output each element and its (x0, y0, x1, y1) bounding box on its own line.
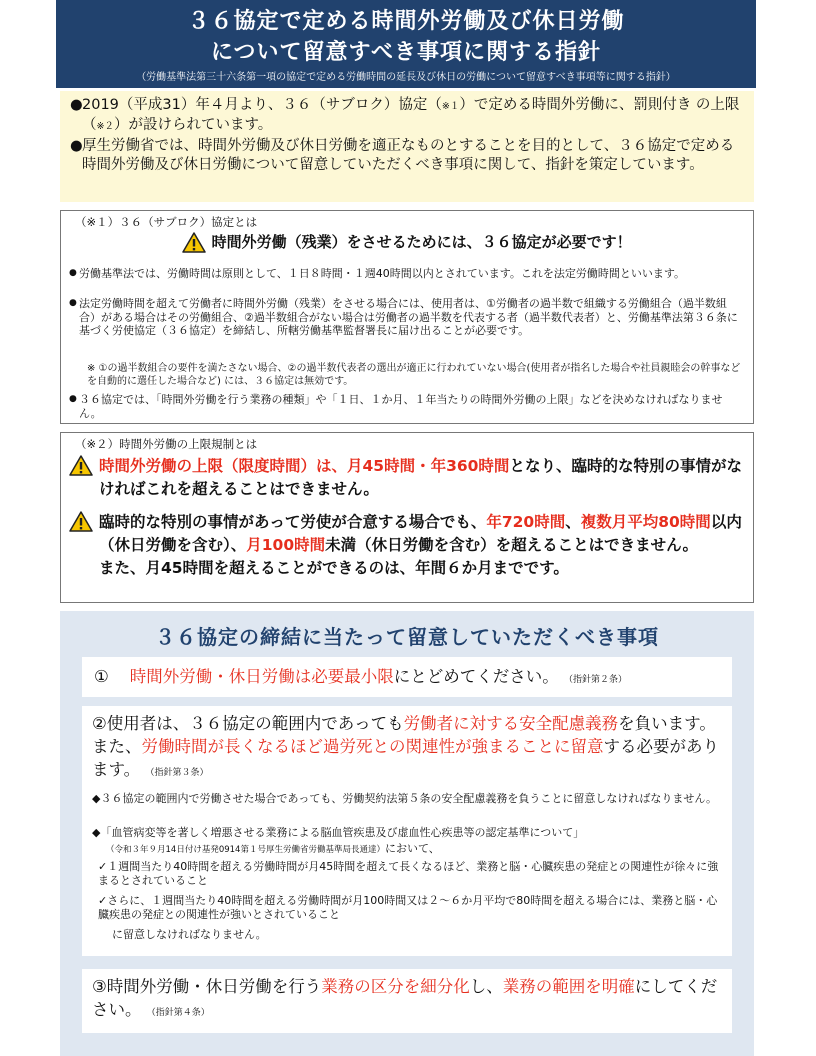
item-2-sub-2: ◆「血管病変等を著しく増悪させる業務による脳血管疾患及び虚血性心疾患等の認定基準について」 (92, 826, 585, 839)
item-2-text: ②使用者は、３６協定の範囲内であっても労働者に対する安全配慮義務を負います。また、労働時間が長くなるほど過労死との関連性が強まることに留意する必要があります。 （指針第３条） (92, 714, 719, 779)
limit-warning-2: 臨時的な特別の事情があって労使が合意する場合でも、年720時間、複数月平均80時間以内（休日労働を含む）、月100時間未満（休日労働を含む）を超えることはできません。 また、月45時間を超えることができるのは、年間６か月までです。 (69, 511, 743, 580)
item-2-sub-2-note: （令和３年９月14日付け基発0914第１号厚生労働省労働基準局長通達）において、 (106, 842, 440, 855)
intro-bullet-2: ● 厚生労働省では、時間外労働及び休日労働を適正なものとすることを目的として、３６協定で定める時間外労働及び休日労働について留意していただくべき事項に関して、指針を策定しています。 (70, 137, 744, 175)
title-line-1: ３６協定で定める時間外労働及び休日労働 (187, 9, 625, 34)
box1-bullet-1: ● 労働基準法では、労働時間は原則として、１日８時間・１週40時間以内とされています。これを法定労働時間といいます。 (69, 267, 743, 281)
item-2-box (82, 706, 732, 956)
limit-warning-1: 時間外労働の上限（限度時間）は、月45時間・年360時間となり、臨時的な特別の事情がなければこれを超えることはできません。 (69, 455, 743, 501)
warning-icon (69, 455, 93, 476)
intro-panel (60, 91, 754, 202)
guideline-section (60, 611, 754, 1056)
box2-header: （※２）時間外労働の上限規制とは (75, 437, 258, 451)
item-3-box (82, 969, 732, 1033)
box1-bullet-2: ● 法定労働時間を超えて労働者に時間外労働（残業）をさせる場合には、使用者は、①労働者の過半数で組織する労働組合（過半数組合）がある場合はその労働組合、②過半数組合がない場合は労働者の過半数を代表する者（過半数代表者）と、労働基準法第３６条に基づく労使協定（３６協定）を締結し、所轄労働基準監督署長に届け出ることが必要です。 (69, 297, 743, 338)
warning-icon (182, 232, 206, 253)
box1-bullet-3: ● ３６協定では、「時間外労働を行う業務の種類」や「１日、１か月、１年当たりの時間外労働の上限」などを決めなければなりません。 (69, 393, 743, 420)
box1-headline: 時間外労働（残業）をさせるためには、３６協定が必要です！ (61, 231, 753, 253)
item-2-sub-1: ◆３６協定の範囲内で労働させた場合であっても、労働契約法第５条の安全配慮義務を負うことに留意しなければなりません。 (92, 792, 718, 805)
sabuoku-box (60, 210, 754, 424)
title-banner (56, 0, 756, 88)
upper-limit-box (60, 432, 754, 603)
item-1-number: ① (94, 667, 109, 686)
warning-icon (69, 511, 93, 532)
item-2-sub-5: に留意しなければなりません。 (112, 928, 267, 941)
title-subtitle: （労働基準法第三十六条第一項の協定で定める労働時間の延長及び休日の労働について留意すべき事項等に関する指針） (136, 72, 676, 83)
title-line-2: について留意すべき事項に関する指針 (210, 40, 602, 65)
box1-header: （※１）３６（サブロク）協定とは (75, 215, 258, 229)
item-1-box: ① 時間外労働・休日労働は必要最小限にとどめてください。 （指針第２条） (82, 657, 732, 697)
item-2-sub-4: ✓さらに、１週間当たり40時間を超える労働時間が月100時間又は２～６か月平均で80時間を超える場合には、業務と脳・心臓疾患の発症との関連性が強いとされていること (98, 894, 718, 921)
section-title: ３６協定の締結に当たって留意していただくべき事項 (155, 625, 659, 649)
item-2-sub-3: ✓１週間当たり40時間を超える労働時間が月45時間を超えて長くなるほど、業務と脳・心臓疾患の発症との関連性が徐々に強まるとされていること (98, 860, 719, 887)
box1-note: ※ ①の過半数組合の要件を満たさない場合、②の過半数代表者の選出が適正に行われていない場合(使用者が指名した場合や社員親睦会の幹事などを自動的に選任した場合など) には、３６協定は無効です。 (87, 363, 741, 387)
intro-bullet-1: ● 2019（平成31）年４月より、３６（サブロク）協定（※１）で定める時間外労働に、罰則付き の上限（※２）が設けられています。 (70, 96, 744, 136)
item-3-text: ③時間外労働・休日労働を行う業務の区分を細分化し、業務の範囲を明確にしてください。 （指針第４条） (92, 977, 718, 1019)
